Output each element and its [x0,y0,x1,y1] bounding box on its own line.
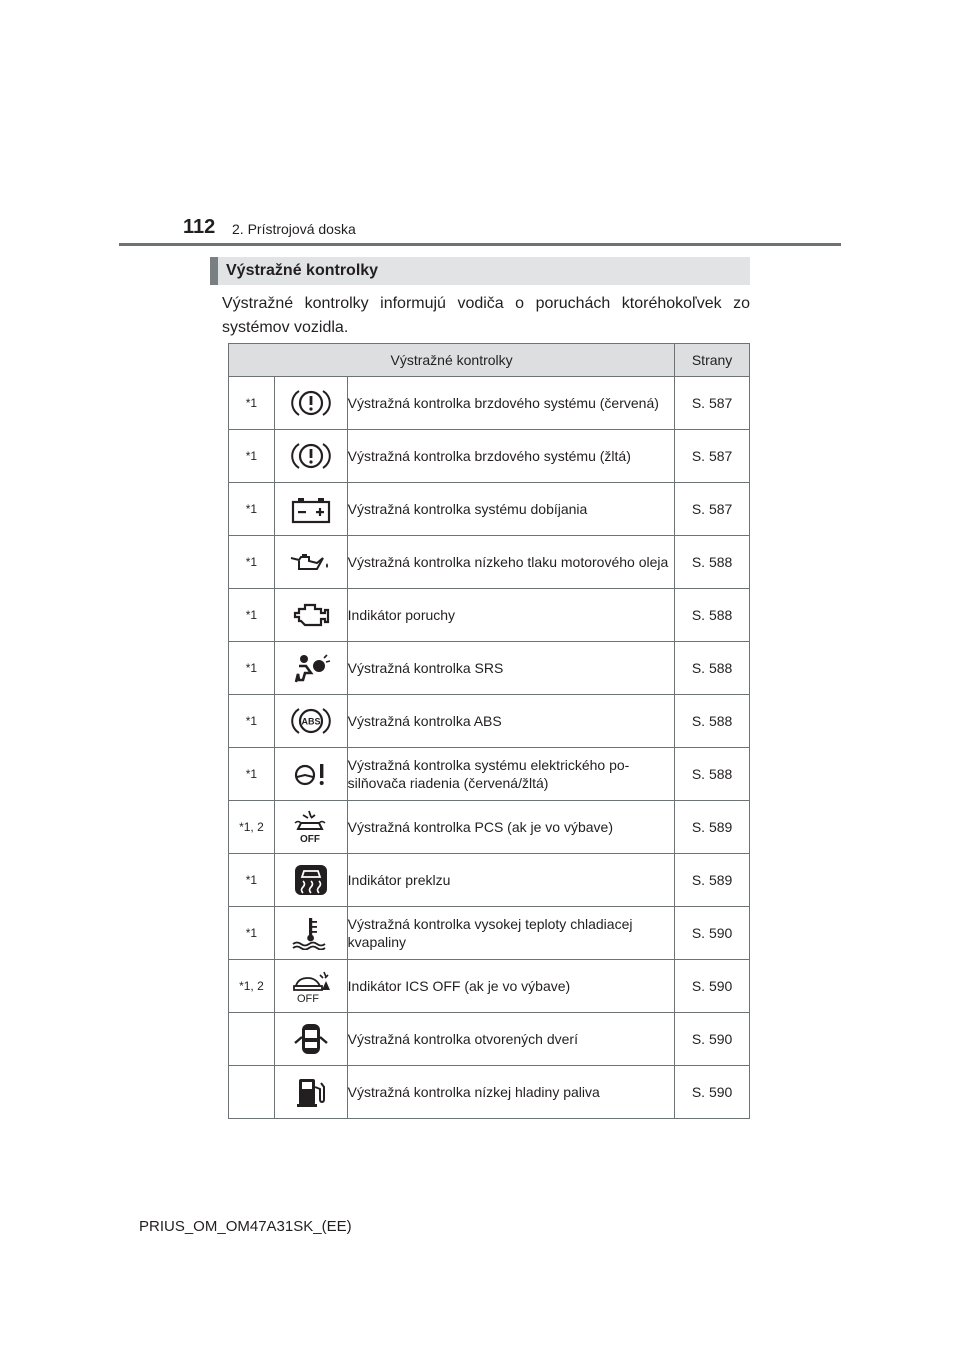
table-row [229,377,750,430]
table-header-row [229,344,750,377]
lamp-description: Výstražná kontrolka vysokej teploty chladiacej kvapaliny [347,907,675,960]
check-engine-icon [274,589,347,642]
chapter-title: 2. Prístrojová doska [232,221,356,237]
ics-off-icon [274,960,347,1013]
svg-text:ABS: ABS [301,716,321,727]
airbag-srs-icon [274,642,347,695]
slip-indicator-icon [274,854,347,907]
footnote-mark: *1 [229,536,275,589]
svg-text:OFF: OFF [296,993,319,1004]
lamp-description: Výstražná kontrolka otvorených dverí [347,1013,675,1066]
brake-warning-icon [274,377,347,430]
coolant-temp-icon [274,907,347,960]
page-reference: S. 588 [675,748,750,801]
table-row [229,642,750,695]
table-row [229,801,750,854]
brake-warning-icon [274,430,347,483]
lamp-description: Výstražná kontrolka ABS [347,695,675,748]
open-door-icon [274,1013,347,1066]
page-reference: S. 590 [675,960,750,1013]
footnote-mark: *1 [229,907,275,960]
table-row [229,748,750,801]
page-reference: S. 587 [675,483,750,536]
footnote-mark: *1 [229,854,275,907]
page-reference: S. 588 [675,695,750,748]
header-divider [119,243,841,246]
footnote-mark: *1 [229,695,275,748]
table-row [229,589,750,642]
page-reference: S. 589 [675,854,750,907]
table-row [229,536,750,589]
lamp-description: Výstražná kontrolka brzdového systému (žltá) [347,430,675,483]
footnote-mark: *1 [229,483,275,536]
lamp-description: Indikátor preklzu [347,854,675,907]
footnote-mark: *1, 2 [229,960,275,1013]
lamp-description: Výstražná kontrolka systému dobíjania [347,483,675,536]
footnote-mark [229,1013,275,1066]
table-row [229,854,750,907]
footnote-mark: *1 [229,589,275,642]
page-number: 112 [183,216,216,238]
table-row [229,907,750,960]
section-heading-bar [210,257,218,285]
lamp-description: Výstražná kontrolka SRS [347,642,675,695]
page-reference: S. 587 [675,377,750,430]
page-reference: S. 590 [675,1066,750,1119]
abs-icon [274,695,347,748]
pcs-off-icon [274,801,347,854]
battery-icon [274,483,347,536]
footnote-mark: *1 [229,748,275,801]
lamp-description: Výstražná kontrolka brzdového systému (červená) [347,377,675,430]
table-row [229,960,750,1013]
table-row [229,483,750,536]
table-row [229,1013,750,1066]
footnote-mark: *1, 2 [229,801,275,854]
column-header-pages: Strany [675,344,750,377]
page-reference: S. 588 [675,642,750,695]
column-header-lamps: Výstražné kontrolky [229,344,675,377]
footnote-mark: *1 [229,642,275,695]
lamp-description: Výstražná kontrolka nízkeho tlaku motorového oleja [347,536,675,589]
svg-text:OFF: OFF [299,834,320,845]
lamp-description: Indikátor ICS OFF (ak je vo výbave) [347,960,675,1013]
section-heading [210,257,750,285]
intro-paragraph: Výstražné kontrolky informujú vodiča o poruchách ktoréhokoľvek zo systémov vozidla. [222,295,750,336]
footnote-mark: *1 [229,377,275,430]
lamp-description: Výstražná kontrolka nízkej hladiny paliva [347,1066,675,1119]
table-row [229,1066,750,1119]
page-reference: S. 589 [675,801,750,854]
lamp-description: Výstražná kontrolka systému elektrického po-silňovača riadenia (červená/žltá) [347,748,675,801]
table-row [229,430,750,483]
oil-pressure-icon [274,536,347,589]
fuel-icon [274,1066,347,1119]
page-reference: S. 590 [675,907,750,960]
page-reference: S. 588 [675,536,750,589]
document-code: PRIUS_OM_OM47A31SK_(EE) [139,1218,352,1235]
table-row [229,695,750,748]
page-reference: S. 590 [675,1013,750,1066]
page-reference: S. 587 [675,430,750,483]
footnote-mark [229,1066,275,1119]
lamp-description: Indikátor poruchy [347,589,675,642]
section-title: Výstražné kontrolky [226,262,379,279]
page-reference: S. 588 [675,589,750,642]
warning-lights-table [228,343,750,1119]
footnote-mark: *1 [229,430,275,483]
lamp-description: Výstražná kontrolka PCS (ak je vo výbave) [347,801,675,854]
power-steering-icon [274,748,347,801]
